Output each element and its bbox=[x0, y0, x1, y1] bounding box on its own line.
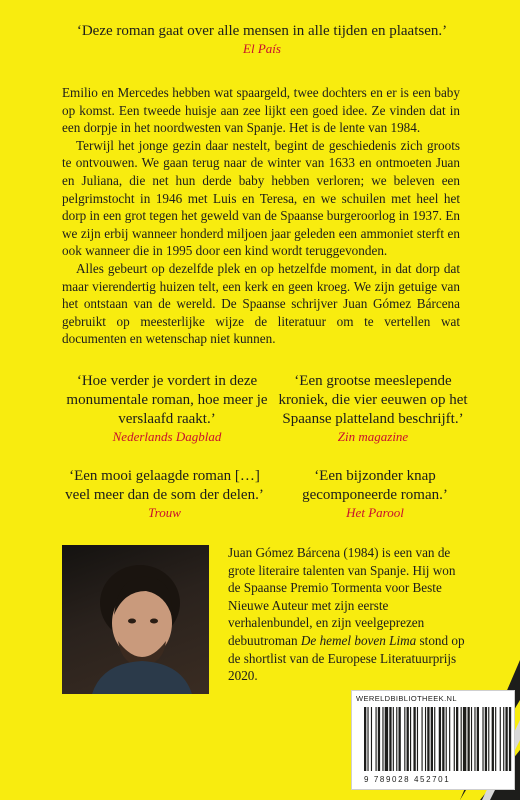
barcode-bar bbox=[396, 707, 397, 771]
barcode-bar bbox=[495, 707, 496, 771]
barcode-bar bbox=[425, 707, 426, 771]
barcode-bar bbox=[488, 707, 489, 771]
barcode-bars bbox=[362, 707, 512, 771]
review-quote-text: ‘Hoe verder je vordert in deze monumentale roman, hoe meer je verslaafd raakt.’ bbox=[66, 373, 268, 427]
author-bio-text-end: stond op de shortlist van de Europese Literatuurprijs 2020. bbox=[228, 632, 465, 684]
barcode-bar bbox=[393, 707, 394, 771]
barcode-bar bbox=[389, 707, 391, 771]
description-paragraph-1: Emilio en Mercedes hebben wat spaargeld, twee dochters en er is een baby op komst. Een tweede huisje aan zee lijkt een goed idee. Ze vinden dat in een dorpje in het noordwesten van Spanje. Het is de lente van 1984. bbox=[62, 85, 460, 136]
barcode-bar bbox=[431, 707, 433, 771]
description-paragraph-2: Terwijl het jonge gezin daar nestelt, begint de geschiedenis zich groots te ontvouwen. We gaan terug naar de winter van 1633 en ontmoeten Juan en Juliana, die net hun derde baby hebben verloren; we beleven een pelgrimstocht in 1946 met Luis en Teresa, en we schuilen met heel het dorp in een grot tegen het geweld van de Spaanse burgeroorlog in 1937. En we zijn erbij wanneer honderd miljoen jaar geleden een ammoniet sterft en ook wanneer die in 1995 door een kind wordt teruggevonden. bbox=[62, 137, 460, 259]
review-quote-2 bbox=[268, 372, 478, 445]
barcode-bar bbox=[376, 707, 377, 771]
review-quote-text: ‘Een bijzonder knap gecomponeerde roman.’ bbox=[302, 468, 448, 503]
barcode-bar bbox=[417, 707, 418, 771]
barcode-bar bbox=[485, 707, 487, 771]
barcode-bar bbox=[500, 707, 501, 771]
author-bio bbox=[228, 544, 468, 685]
review-quote-source: Trouw bbox=[148, 505, 181, 520]
barcode-bar bbox=[474, 707, 475, 771]
barcode-bar bbox=[422, 707, 423, 771]
review-quote-text: ‘Een grootse meeslepende kroniek, die vier eeuwen op het Spaanse platteland beschrijft.’ bbox=[278, 373, 468, 427]
barcode-bar bbox=[413, 707, 415, 771]
barcode-bar bbox=[439, 707, 441, 771]
barcode-bar bbox=[410, 707, 411, 771]
barcode-bar bbox=[364, 707, 366, 771]
review-quote-source: Zin magazine bbox=[337, 429, 409, 444]
barcode-bar bbox=[477, 707, 479, 771]
barcode-bar bbox=[371, 707, 372, 771]
author-portrait-graphic bbox=[62, 545, 209, 694]
review-quote-3 bbox=[62, 467, 267, 521]
barcode-bar bbox=[367, 707, 368, 771]
barcode-bar bbox=[434, 707, 435, 771]
barcode-bar bbox=[399, 707, 401, 771]
barcode-bar bbox=[461, 707, 462, 771]
isbn-number: 9 789028 452701 bbox=[364, 775, 451, 784]
barcode-bar bbox=[456, 707, 458, 771]
top-quote-text: ‘Deze roman gaat over alle mensen in alle tijden en plaatsen.’ bbox=[76, 23, 448, 39]
barcode-bar bbox=[442, 707, 444, 771]
barcode-bar bbox=[492, 707, 494, 771]
barcode-bar bbox=[385, 707, 388, 771]
barcode-bar bbox=[505, 707, 507, 771]
barcode-bar bbox=[378, 707, 380, 771]
review-quote-1 bbox=[62, 372, 272, 445]
top-quote bbox=[62, 22, 462, 57]
barcode-bar bbox=[454, 707, 455, 771]
review-quote-4 bbox=[285, 467, 465, 521]
barcode-bar bbox=[449, 707, 450, 771]
publisher-url: WERELDBIBLIOTHEEK.NL bbox=[356, 694, 457, 703]
barcode-bar bbox=[446, 707, 447, 771]
barcode-bar bbox=[427, 707, 429, 771]
author-photo bbox=[62, 545, 209, 694]
barcode-bar bbox=[404, 707, 405, 771]
barcode-label bbox=[351, 690, 515, 790]
author-bio-text: Juan Gómez Bárcena (1984) is een van de grote literaire talenten van Spanje. Hij won de Spaanse Premio Tormenta voor Beste Nieuwe Auteur met zijn eerste verhalenbundel, en zijn veelgeprezen debuutroman bbox=[228, 545, 456, 648]
barcode-bar bbox=[482, 707, 483, 771]
barcode-bar bbox=[471, 707, 472, 771]
review-quote-text: ‘Een mooi gelaagde roman […] veel meer dan de som der delen.’ bbox=[65, 468, 264, 503]
barcode-bar bbox=[509, 707, 511, 771]
description-paragraph-3: Alles gebeurt op dezelfde plek en op hetzelfde moment, in dat dorp dat maar vierendertig huizen telt, een kerk en geen kroeg. We zijn getuige van het ontstaan van de wereld. De Spaanse schrijver Juan Gómez Bárcena gebruikt op meesterlijke wijze de literatuur om te vertellen wat documenten en wetenschap niet kunnen. bbox=[62, 260, 460, 347]
review-quote-source: Nederlands Dagblad bbox=[112, 429, 222, 444]
debut-novel-title: De hemel boven Lima bbox=[300, 632, 417, 648]
top-quote-source: El País bbox=[243, 41, 281, 56]
barcode-bar bbox=[463, 707, 466, 771]
barcode-bar bbox=[468, 707, 470, 771]
book-description bbox=[62, 84, 460, 348]
barcode-bar bbox=[382, 707, 383, 771]
barcode-bar bbox=[503, 707, 504, 771]
review-quote-source: Het Parool bbox=[346, 505, 404, 520]
barcode-bar bbox=[407, 707, 409, 771]
